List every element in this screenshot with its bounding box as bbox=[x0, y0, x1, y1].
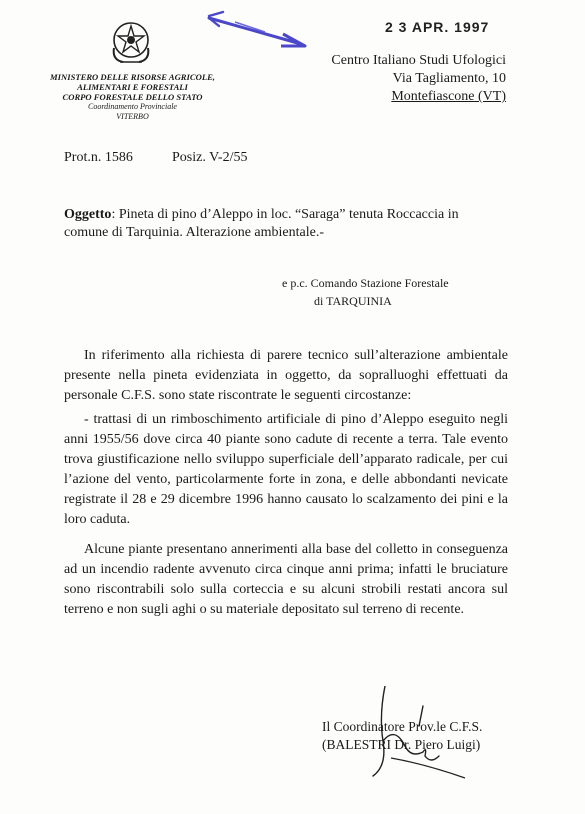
ministry-line-2: ALIMENTARI E FORESTALI bbox=[77, 82, 188, 92]
signature-block bbox=[322, 718, 482, 754]
ministry-line-5: VITERBO bbox=[116, 112, 149, 121]
italian-republic-emblem-icon bbox=[108, 18, 154, 66]
recipient-line-2: Via Tagliamento, 10 bbox=[392, 71, 506, 86]
position-number: Posiz. V-2/55 bbox=[172, 150, 248, 165]
body-paragraph-3: Alcune piante presentano annerimenti alla base del colletto in conseguenza ad un incendio radente avvenuto circa cinque anni prima; infatti le bruciature sono riscontrabili solo sulla corteccia e su alcuni strobili restati ancora sul terreno e non sugli aghi o su materiale depositato sul terreno di recente. bbox=[64, 542, 508, 617]
ministry-line-3: CORPO FORESTALE DELLO STATO bbox=[62, 92, 203, 102]
protocol-number: Prot.n. 1586 bbox=[64, 150, 133, 165]
recipient-line-3: Montefiascone (VT) bbox=[391, 89, 506, 104]
recipient-line-1: Centro Italiano Studi Ufologici bbox=[331, 53, 506, 68]
signature-name: (BALESTRI Dr. Piero Luigi) bbox=[322, 737, 481, 752]
subject bbox=[64, 206, 504, 242]
ministry-line-4: Coordinamento Provinciale bbox=[88, 102, 177, 111]
cc-line-2: di TARQUINIA bbox=[314, 294, 392, 308]
carbon-copy bbox=[282, 274, 449, 310]
date-stamp: 2 3 APR. 1997 bbox=[385, 19, 490, 35]
subject-label: Oggetto bbox=[64, 207, 112, 222]
handdrawn-arrow-icon bbox=[205, 8, 310, 52]
body-paragraph-2: - trattasi di un rimboschimento artificiale di pino d’Aleppo eseguito negli anni 1955/56 dove circa 40 piante sono cadute di recente a terra. Tale evento trova giustificazione nello sviluppo superficiale dell’apparato radicale, per cui l’azione del vento, particolarmente forte in zona, e delle abbondanti nevicate registrate il 28 e 29 dicembre 1996 hanno causato lo scalzamento dei pini e la loro caduta. bbox=[64, 412, 508, 527]
signature-title: Il Coordinatore Prov.le C.F.S. bbox=[322, 719, 483, 734]
letter-body bbox=[64, 346, 508, 630]
ministry-header bbox=[20, 72, 245, 122]
body-paragraph-1: In riferimento alla richiesta di parere tecnico sull’alterazione ambientale presente nella pineta evidenziata in oggetto, da sopralluoghi effettuati da personale C.F.S. sono state riscontrate le seguenti circostanze: bbox=[64, 348, 508, 403]
recipient-address bbox=[318, 52, 506, 106]
subject-text: : Pineta di pino d’Aleppo in loc. “Saraga” tenuta Roccaccia in comune di Tarquinia. Alterazione ambientale.- bbox=[64, 207, 459, 240]
cc-line-1: e p.c. Comando Stazione Forestale bbox=[282, 276, 449, 290]
ministry-line-1: MINISTERO DELLE RISORSE AGRICOLE, bbox=[50, 72, 215, 82]
